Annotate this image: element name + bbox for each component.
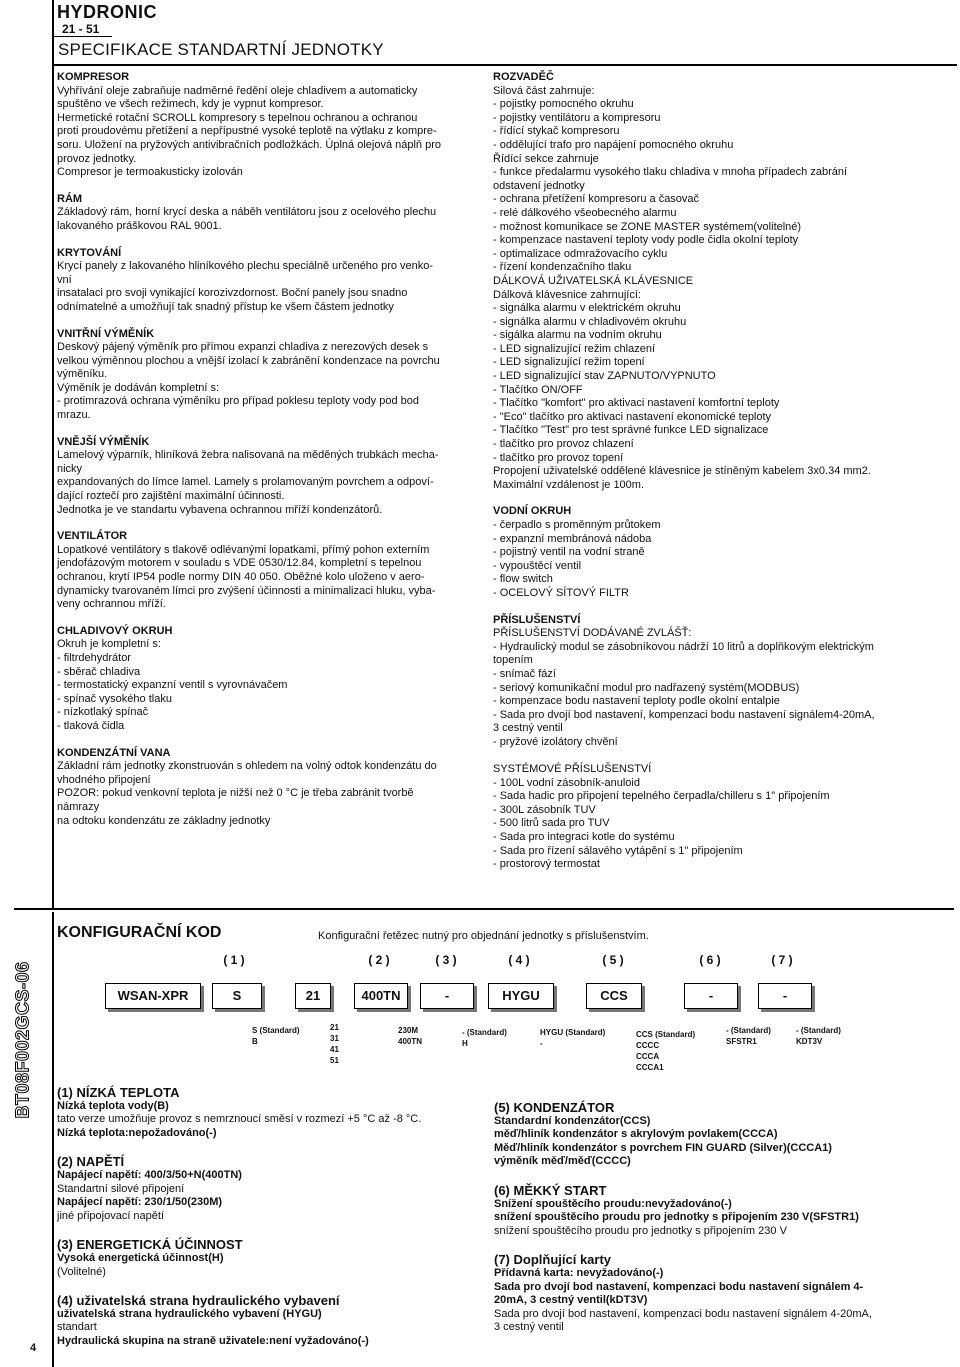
section-line: námrazy xyxy=(57,800,100,813)
config-box-1: S xyxy=(212,983,262,1009)
note-line: snížení spouštěcího proudu pro jednotky s připojením 230 V(SFSTR1) xyxy=(494,1211,859,1224)
section-line: - signálka alarmu v elektrickém okruhu xyxy=(493,302,681,315)
option-item: S (Standard) xyxy=(252,1026,300,1035)
section-line: - Sada pro integraci kotle do systému xyxy=(493,831,675,844)
option-item: 31 xyxy=(330,1034,339,1043)
note-line: Sada pro dvojí bod nastavení, kompenzaci bodu nastavení signálem 4- xyxy=(494,1280,864,1293)
note-line: standart xyxy=(57,1321,97,1334)
options-6 xyxy=(726,1025,771,1047)
section-line: - 300L zásobník TUV xyxy=(493,803,596,816)
section-heading: KONDENZÁTNÍ VANA xyxy=(57,746,171,759)
note-line: Nízká teplota:nepožadováno(-) xyxy=(57,1126,217,1139)
option-item: 400TN xyxy=(398,1037,423,1046)
option-item: 51 xyxy=(330,1056,339,1065)
config-box-model: WSAN-XPR xyxy=(105,983,201,1009)
section-line: - 500 litrů sada pro TUV xyxy=(493,817,610,830)
option-item: - (Standard) xyxy=(796,1026,841,1035)
note-line: Nízká teplota vody(B) xyxy=(57,1099,169,1112)
section-line: - Sada pro řízení sálavého vytápění s 1" připojením xyxy=(493,844,743,857)
section-line: odstavení jednotky xyxy=(493,179,585,192)
section-heading: CHLADIVOVÝ OKRUH xyxy=(57,624,173,637)
section-heading: RÁM xyxy=(57,192,83,205)
note-heading: (5) KONDENZÁTOR xyxy=(494,1100,615,1115)
document-code-vertical xyxy=(3,960,43,1120)
section-line: Propojení uživatelské oddělené klávesnice je stíněným kabelem 3x0.34 mm2. xyxy=(493,465,871,478)
section-line: na odtoku kondenzátu ze základny jednotky xyxy=(57,814,271,827)
section-line: - Tlačítko "Test" pro test správné funkce LED signalizace xyxy=(493,424,769,437)
section-line: - snímač fází xyxy=(493,667,556,680)
page-number: 4 xyxy=(30,1342,37,1354)
note-heading: (2) NAPĚTÍ xyxy=(57,1154,125,1170)
config-number-7: ( 7 ) xyxy=(771,953,793,967)
section-line: dající roztečí pro zajištění maximální účinnosti. xyxy=(57,490,285,503)
left-border-line-bottom xyxy=(52,912,54,1367)
options-size xyxy=(330,1022,339,1066)
section-line: PŘÍSLUŠENSTVÍ DODÁVANÉ ZVLÁŠŤ: xyxy=(493,627,692,640)
section-line: jendofázovým motorem v souladu s VDE 0530/12.84, kompletní s tepelnou xyxy=(57,557,422,570)
section-line: - prostorový termostat xyxy=(493,858,600,871)
section-heading: KRYTOVÁNÍ xyxy=(57,246,122,259)
section-line: - flow switch xyxy=(493,573,553,586)
section-line: - OCELOVÝ SÍTOVÝ FILTR xyxy=(493,586,629,599)
section-line: - signálka alarmu v chladivovém okruhu xyxy=(493,315,687,328)
note-line: 3 cestný ventil xyxy=(494,1321,564,1334)
note-line: snížení spouštěcího proudu pro jednotky s připojením 230 V xyxy=(494,1224,787,1237)
config-box-3: - xyxy=(420,983,474,1009)
section-line: - spínač vysokého tlaku xyxy=(57,692,172,705)
section-line xyxy=(493,750,913,764)
section-heading: VODNÍ OKRUH xyxy=(493,505,572,518)
section-line: - termostatický expanzní ventil s vyrovnávačem xyxy=(57,679,288,692)
section-line: - expanzní membránová nádoba xyxy=(493,532,652,545)
config-box-4: HYGU xyxy=(488,983,554,1009)
section-heading: VNĚJŠÍ VÝMĚNÍK xyxy=(57,435,150,448)
section-line: - LED signalizující stav ZAPNUTO/VYPNUTO xyxy=(493,370,716,383)
section-line: - možnost komunikace se ZONE MASTER systémem(volitelné) xyxy=(493,220,802,233)
note-line: Vysoká energetická účinnost(H) xyxy=(57,1251,224,1264)
section-line: Dálková klávesnice zahrnující: xyxy=(493,288,641,301)
section-line: - funkce předalarmu vysokého tlaku chladiva v mnoha případech zabrání xyxy=(493,166,848,179)
option-item: B xyxy=(252,1037,258,1046)
option-item: SFSTR1 xyxy=(726,1037,757,1046)
option-item: - (Standard) xyxy=(462,1028,507,1037)
note-heading: (6) MĚKKÝ START xyxy=(494,1182,607,1198)
section-line: - Sada hadic pro připojení tepelného čerpadla/chilleru s 1" připojením xyxy=(493,790,830,803)
config-box-5: CCS xyxy=(586,983,642,1009)
config-number-1: ( 1 ) xyxy=(223,953,245,967)
option-item: H xyxy=(462,1039,468,1048)
options-5 xyxy=(636,1029,695,1073)
section-line: SYSTÉMOVÉ PŘÍSLUŠENSTVÍ xyxy=(493,763,652,776)
section-line: Výměník je dodáván kompletní s: xyxy=(57,381,220,394)
section-line: Řídící sekce zahrnuje xyxy=(493,152,599,165)
section-line: - tlačítko pro provoz chlazení xyxy=(493,438,634,451)
option-item: - xyxy=(540,1039,543,1048)
section-line: - řídící stykač kompresoru xyxy=(493,125,620,138)
option-item: 21 xyxy=(330,1023,339,1032)
section-line: Compresor je termoakusticky izolován xyxy=(57,166,243,179)
note-line: Sada pro dvojí bod nastavení, kompenzaci bodu nastavení signálem 4-20mA, xyxy=(494,1307,872,1320)
section-line: - tlačítko pro provoz topení xyxy=(493,451,624,464)
options-3 xyxy=(462,1027,507,1049)
section-line: - Tlačítko "komfort" pro aktivaci nastavení komfortní teploty xyxy=(493,397,780,410)
section-line: - LED signalizující režim topení xyxy=(493,356,645,369)
section-line: - pojistky pomocného okruhu xyxy=(493,98,634,111)
section-line: - Sada pro dvojí bod nastavení, kompenzaci bodu nastavení signálem4-20mA, xyxy=(493,708,875,721)
note-line: 20mA, 3 cestný ventil(kDT3V) xyxy=(494,1294,648,1307)
section-line: Jednotka je ve standartu vybavena ochrannou mříží kondenzátorů. xyxy=(57,503,383,516)
model-range: 21 - 51 xyxy=(62,22,100,36)
section-line: výměníku. xyxy=(57,368,108,381)
section-line: expandovaných do límce lamel. Lamely s prolamovaným povrchem a odpoví- xyxy=(57,476,434,489)
config-box-6: - xyxy=(684,983,738,1009)
section-line: - "Eco" tlačítko pro aktivaci nastavení ekonomické teploty xyxy=(493,410,772,423)
section-line: Základový rám, horní krycí deska a náběh ventilátoru jsou z ocelového plechu xyxy=(57,206,437,219)
note-line: výměník měď/měď(CCCC) xyxy=(494,1155,631,1168)
section-line: - pojistky ventilátoru a kompresoru xyxy=(493,111,661,124)
section-line: - čerpadlo s proměnným průtokem xyxy=(493,519,661,531)
section-line: - sběrač chladiva xyxy=(57,665,141,678)
config-box-7: - xyxy=(758,983,812,1009)
note-heading: (4) uživatelská strana hydraulického vybavení xyxy=(57,1293,340,1309)
section-line: - seriový komunikační modul pro nadřazený systém(MODBUS) xyxy=(493,681,800,694)
section-line: Lopatkové ventilátory s tlakově odlévanými lopatkami, přímý pohon externím xyxy=(57,543,430,556)
left-border-line xyxy=(52,0,54,910)
section-line: - protimrazová ochrana výměníku pro případ poklesu teploty vody pod bod xyxy=(57,395,419,408)
section-heading: ROZVADĚČ xyxy=(493,71,554,83)
section-line: topením xyxy=(493,654,533,667)
note-line: Standartní silové připojení xyxy=(57,1182,185,1195)
option-item: CCCA1 xyxy=(636,1063,664,1072)
section-line: spuštěno ve všech režimech, kdy je vypnut kompresor. xyxy=(57,98,324,111)
note-line: Přídavná karta: nevyžadováno(-) xyxy=(494,1266,664,1279)
section-line: odnímatelné a umožňují tak snadný přístup ke všem částem jednotky xyxy=(57,300,394,313)
section-line: lakovaného práškovou RAL 9001. xyxy=(57,219,222,232)
config-box-2: 400TN xyxy=(354,983,408,1009)
section-heading: VNITŘNÍ VÝMĚNÍK xyxy=(57,327,155,340)
option-item: 230M xyxy=(398,1026,419,1035)
section-line: - ochrana přetížení kompresoru a časovač xyxy=(493,193,700,206)
config-number-2: ( 2 ) xyxy=(368,953,390,967)
header-rule xyxy=(52,36,112,37)
options-7 xyxy=(796,1025,841,1047)
option-item: CCS (Standard) xyxy=(636,1030,696,1039)
section-line: - kompenzace bodu nastavení teploty podle okolní entalpie xyxy=(493,695,780,708)
section-line: mrazu. xyxy=(57,409,91,422)
option-item: KDT3V xyxy=(796,1037,823,1046)
section-line: - nízkotlaký spínač xyxy=(57,706,149,719)
section-line: - Tlačítko ON/OFF xyxy=(493,383,583,396)
section-line: Okruh je kompletní s: xyxy=(57,638,161,651)
note-line: Napájecí napětí: 230/1/50(230M) xyxy=(57,1196,223,1209)
section-line: nicky xyxy=(57,462,83,475)
option-item: CCCA xyxy=(636,1052,660,1061)
section-line: - oddělující trafo pro napájení pomocného okruhu xyxy=(493,138,734,151)
section-line: Krycí panely z lakovaného hliníkového plechu speciálně určeného pro venko- xyxy=(57,260,434,273)
spec-column-right xyxy=(493,71,913,872)
section-line: velkou výměnnou plochou a vnější izolací k zabránění kondenzace na povrchu xyxy=(57,354,440,367)
section-line: Hermetické rotační SCROLL kompresory s tepelnou ochranou a ochranou xyxy=(57,111,418,124)
note-heading: (3) ENERGETICKÁ ÚČINNOST xyxy=(57,1237,243,1253)
note-line: Hydraulická skupina na straně uživatele:není vyžadováno(-) xyxy=(57,1334,369,1347)
section-line: - filtrdehydrátor xyxy=(57,651,131,664)
section-line: provoz jednotky. xyxy=(57,152,137,165)
note-line: Napájecí napětí: 400/3/50+N(400TN) xyxy=(57,1168,242,1181)
brand-name: HYDRONIC xyxy=(57,2,158,22)
section-line: ochranou, krytí IP54 podle normy DIN 40 050. Oběžné kolo uloženo v aero- xyxy=(57,571,425,583)
section-line: veny ochrannou mříží. xyxy=(57,598,166,611)
config-box-size: 21 xyxy=(295,983,331,1009)
config-number-3: ( 3 ) xyxy=(435,953,457,967)
note-heading: (7) Doplňující karty xyxy=(494,1252,612,1268)
section-separator xyxy=(14,908,954,910)
section-line: - relé dálkového všeobecného alarmu xyxy=(493,206,677,219)
section-line: - řízení kondenzačního tlaku xyxy=(493,261,632,274)
section-line: - vypouštěcí ventil xyxy=(493,559,582,572)
config-notes-right xyxy=(494,1101,914,1335)
section-line: - pojistný ventil na vodní straně xyxy=(493,546,645,559)
note-line: Snížení spouštěcího proudu:nevyžadováno(-) xyxy=(494,1197,732,1210)
section-line: Silová část zahrnuje: xyxy=(493,84,595,97)
option-item: 41 xyxy=(330,1045,339,1054)
section-line: - 100L vodní zásobník-anuloid xyxy=(493,776,640,789)
spec-column-left xyxy=(57,71,467,828)
option-item: - (Standard) xyxy=(726,1026,771,1035)
section-line: insatalaci pro svoji vynikající korozivzdornost. Boční panely jsou snadno xyxy=(57,287,408,300)
option-item: CCCC xyxy=(636,1041,660,1050)
section-line: soru. Uložení na pryžových antivibračních podložkách. Úplná olejová náplň pro xyxy=(57,138,441,151)
page-title: SPECIFIKACE STANDARTNÍ JEDNOTKY xyxy=(58,40,384,59)
config-number-6: ( 6 ) xyxy=(699,953,721,967)
section-line: vhodného připojení xyxy=(57,773,151,786)
section-line: - sigálka alarmu na vodním okruhu xyxy=(493,329,662,342)
section-line: Maximální vzdálenost je 100m. xyxy=(493,478,645,491)
section-line: - kompenzace nastavení teploty vody podle čidla okolní teploty xyxy=(493,234,799,247)
note-line: měď/hliník kondenzátor s akrylovým povlakem(CCCA) xyxy=(494,1128,778,1141)
section-line: vní xyxy=(57,273,72,286)
section-line: proti proudovému přetížení a nepřípustné vysoké teplotě na výtlaku z kompre- xyxy=(57,125,437,138)
section-line: - Hydraulický modul se zásobníkovou nádrží 10 litrů a doplňkovým elektrickým xyxy=(493,640,874,653)
config-note: Konfigurační řetězec nutný pro objednání jednotky s příslušenstvím. xyxy=(318,930,649,942)
section-line: DÁLKOVÁ UŽIVATELSKÁ KLÁVESNICE xyxy=(493,274,694,287)
note-line: Standardní kondenzátor(CCS) xyxy=(494,1114,651,1127)
note-line: tato verze umožňuje provoz s nemrznoucí směsí v rozmezí +5 °C až -8 °C. xyxy=(57,1113,422,1126)
section-line: Lamelový výparník, hliníková žebra nalisovaná na měděných trubkách mecha- xyxy=(57,449,439,462)
section-heading: KOMPRESOR xyxy=(57,71,130,83)
section-line: - pryžové izolátory chvění xyxy=(493,735,618,748)
note-line: uživatelská strana hydraulického vybavení (HYGU) xyxy=(57,1307,322,1320)
section-line: Základní rám jednotky zkonstruován s ohledem na volný odtok kondenzátu do xyxy=(57,760,437,773)
section-line: 3 cestný ventil xyxy=(493,722,563,735)
document-code: BT08F002GCS-06 xyxy=(12,961,33,1119)
note-line: Měď/hliník kondenzátor s povrchem FIN GUARD (Silver)(CCCA1) xyxy=(494,1141,832,1154)
section-line: - optimalizace odmražovacího cyklu xyxy=(493,247,668,260)
section-line: dynamicky tvarovaném límci pro zvýšení účinnosti a minimalizaci hluku, vyba- xyxy=(57,584,436,597)
options-1 xyxy=(252,1025,300,1047)
section-line: Vyhřívání oleje zabraňuje nadměrné ředění oleje chladivem a automaticky xyxy=(57,84,418,97)
section-heading: VENTILÁTOR xyxy=(57,530,128,543)
section-line: - tlaková čidla xyxy=(57,719,125,732)
config-number-4: ( 4 ) xyxy=(508,953,530,967)
section-line: POZOR: pokud venkovní teplota je nižší než 0 °C je třeba zabránit tvorbě xyxy=(57,787,414,800)
note-heading: (1) NÍZKÁ TEPLOTA xyxy=(57,1085,180,1100)
section-line: - LED signalizující režim chlazení xyxy=(493,342,656,355)
section-heading: PŘÍSLUŠENSTVÍ xyxy=(493,613,581,626)
title-rule xyxy=(52,64,957,66)
options-2 xyxy=(398,1025,422,1047)
option-item: HYGU (Standard) xyxy=(540,1028,606,1037)
note-line: (Volitelné) xyxy=(57,1265,106,1278)
config-notes-left xyxy=(57,1086,457,1349)
config-title: KONFIGURAČNÍ KOD xyxy=(57,924,222,941)
note-line: jiné připojovací napětí xyxy=(57,1209,165,1222)
config-number-5: ( 5 ) xyxy=(602,953,624,967)
options-4 xyxy=(540,1027,605,1049)
section-line: Deskový pájený výměník pro přímou expanzi chladiva z nerezových desek s xyxy=(57,341,429,354)
